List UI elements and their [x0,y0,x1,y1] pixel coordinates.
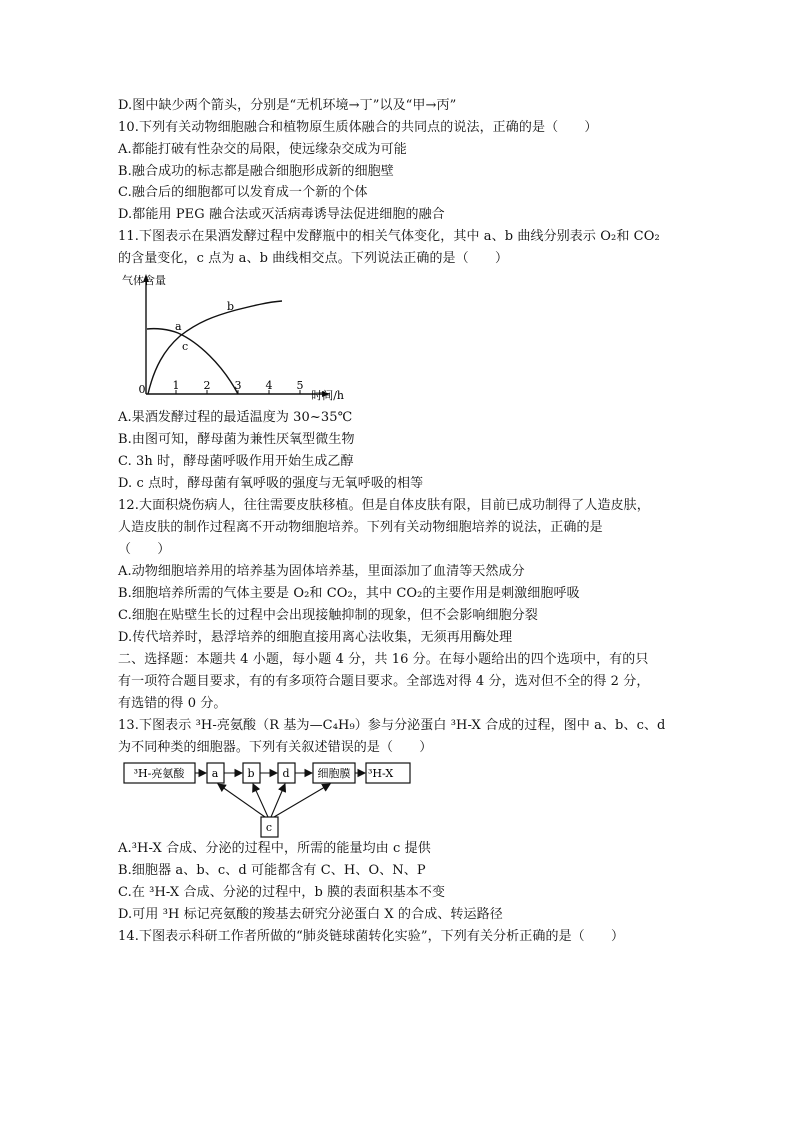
q10-option-c: C.融合后的细胞都可以发育成一个新的个体 [118,185,368,200]
product-x-label: ³H-X [368,767,394,780]
x-tick-5: 5 [296,379,304,392]
x-tick-2: 2 [203,379,211,392]
section2-header-line1: 二、选择题：本题共 4 小题，每小题 4 分，共 16 分。在每小题给出的四个选项中，有的只 [118,652,649,667]
x-tick-4: 4 [265,379,273,392]
organelle-a-label: a [211,767,219,780]
intersection-c-label: c [182,340,189,353]
q10-option-a: A.都能打破有性杂交的局限，使远缘杂交成为可能 [118,142,407,157]
q12-stem-line3: （ ） [118,542,171,557]
q11-stem-line2: 的含量变化，c 点为 a、b 曲线相交点。下列说法正确的是（ ） [118,251,509,266]
q12-stem-line1: 12.大面积烧伤病人，往往需要皮肤移植。但是自体皮肤有限，目前已成功制得了人造皮肤， [118,498,650,513]
organelle-d-label: d [282,767,290,780]
organelle-c-label: c [265,821,273,834]
q9-option-d: D.图中缺少两个箭头，分别是“无机环境→丁”以及“甲→丙” [118,98,457,113]
q11-option-a: A.果酒发酵过程的最适温度为 30~35℃ [118,410,353,425]
q13-stem-line2: 为不同种类的细胞器。下列有关叙述错误的是（ ） [118,740,433,755]
curve-a-label: a [175,320,182,333]
q14-stem: 14.下图表示科研工作者所做的“肺炎链球菌转化实验”，下列有关分析正确的是（ ） [118,929,625,944]
x-tick-0: 0 [138,383,146,396]
q12-option-b: B.细胞培养所需的气体主要是 O₂和 CO₂，其中 CO₂的主要作用是刺激细胞呼吸 [118,586,580,601]
q13-stem-line1: 13.下图表示 ³H-亮氨酸（R 基为—C₄H₉）参与分泌蛋白 ³H-X 合成的过程，图中 a、b、c、d [118,718,666,733]
organelle-b-label: b [247,767,255,780]
curve-b-label: b [227,300,235,313]
q12-option-d: D.传代培养时，悬浮培养的细胞直接用离心法收集，无须再用酶处理 [118,630,513,645]
q13-option-b: B.细胞器 a、b、c、d 可能都含有 C、H、O、N、P [118,863,426,878]
cell-membrane-label: 细胞膜 [317,767,351,780]
q13-option-d: D.可用 ³H 标记亮氨酸的羧基去研究分泌蛋白 X 的合成、转运路径 [118,907,503,922]
secretion-pathway-diagram [118,760,428,840]
q11-option-d: D. c 点时，酵母菌有氧呼吸的强度与无氧呼吸的相等 [118,476,424,491]
section2-header-line3: 有选错的得 0 分。 [118,696,227,711]
leucine-label: ³H-亮氨酸 [133,767,185,780]
x-tick-3: 3 [234,379,242,392]
x-tick-1: 1 [172,379,180,392]
q10-option-b: B.融合成功的标志都是融合细胞形成新的细胞壁 [118,164,394,179]
q12-option-c: C.细胞在贴壁生长的过程中会出现接触抑制的现象，但不会影响细胞分裂 [118,608,538,623]
curve-b-co2 [148,301,282,394]
x-axis-label: 时间/h [311,389,344,402]
q10-stem: 10.下列有关动物细胞融合和植物原生质体融合的共同点的说法，正确的是（ ） [118,120,598,135]
section2-header-line2: 有一项符合题目要求，有的有多项符合题目要求。全部选对得 4 分，选对但不全的得 2 分， [118,674,650,689]
q10-option-d: D.都能用 PEG 融合法或灭活病毒诱导法促进细胞的融合 [118,207,445,222]
q13-option-c: C.在 ³H-X 合成、分泌的过程中，b 膜的表面积基本不变 [118,885,446,900]
q12-stem-line2: 人造皮肤的制作过程离不开动物细胞培养。下列有关动物细胞培养的说法，正确的是 [118,520,603,535]
q13-option-a: A.³H-X 合成、分泌的过程中，所需的能量均由 c 提供 [118,841,431,856]
q11-option-b: B.由图可知，酵母菌为兼性厌氧型微生物 [118,432,355,447]
y-axis-label: 气体含量 [122,274,166,287]
q11-option-c: C. 3h 时，酵母菌呼吸作用开始生成乙醇 [118,454,354,469]
q12-option-a: A.动物细胞培养用的培养基为固体培养基，里面添加了血清等天然成分 [118,564,525,579]
gas-content-graph [118,272,348,404]
q11-stem-line1: 11.下图表示在果酒发酵过程中发酵瓶中的相关气体变化，其中 a、b 曲线分别表示 O₂和 CO₂ [118,229,660,244]
